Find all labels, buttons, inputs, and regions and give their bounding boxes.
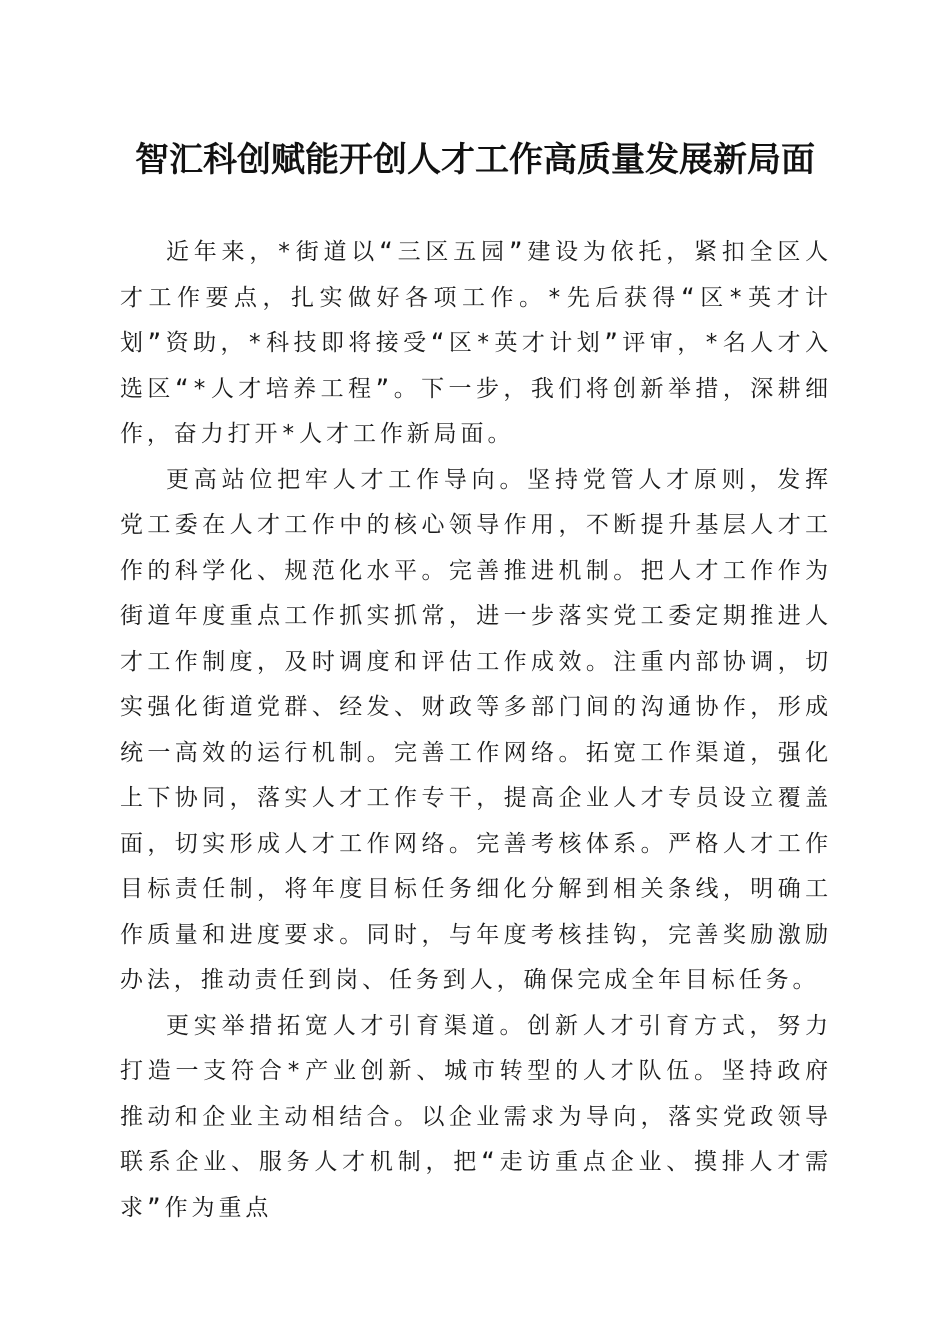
document-title: 智汇科创赋能开创人才工作高质量发展新局面 [135, 140, 815, 180]
paragraph-guidance: 更高站位把牢人才工作导向。坚持党管人才原则，发挥党工委在人才工作中的核心领导作用，不断提升基层人才工作的科学化、规范化水平。完善推进机制。把人才工作作为街道年度重点工作抓实抓常，进一步落实党工委定期推进人才工作制度，及时调度和评估工作成效。注重内部协调，切实强化街道党群、经发、财政等多部门间的沟通协作，形成统一高效的运行机制。完善工作网络。拓宽工作渠道，强化上下协同，落实人才工作专干，提高企业人才专员设立覆盖面，切实形成人才工作网络。完善考核体系。严格人才工作目标责任制，将年度目标任务细化分解到相关条线，明确工作质量和进度要求。同时，与年度考核挂钩，完善奖励激励办法，推动责任到岗、任务到人，确保完成全年目标任务。 [120, 466, 832, 993]
paragraph-channels: 更实举措拓宽人才引育渠道。创新人才引育方式，努力打造一支符合*产业创新、城市转型的人才队伍。坚持政府推动和企业主动相结合。以企业需求为导向，落实党政领导联系企业、服务人才机制，把“走访重点企业、摸排人才需求”作为重点 [120, 1012, 832, 1221]
paragraph-intro: 近年来，*街道以“三区五园”建设为依托，紧扣全区人才工作要点，扎实做好各项工作。*先后获得“区*英才计划”资助，*科技即将接受“区*英才计划”评审，*名人才入选区“*人才培养工程”。下一步，我们将创新举措，深耕细作，奋力打开*人才工作新局面。 [120, 239, 832, 447]
document-body [120, 230, 832, 1231]
